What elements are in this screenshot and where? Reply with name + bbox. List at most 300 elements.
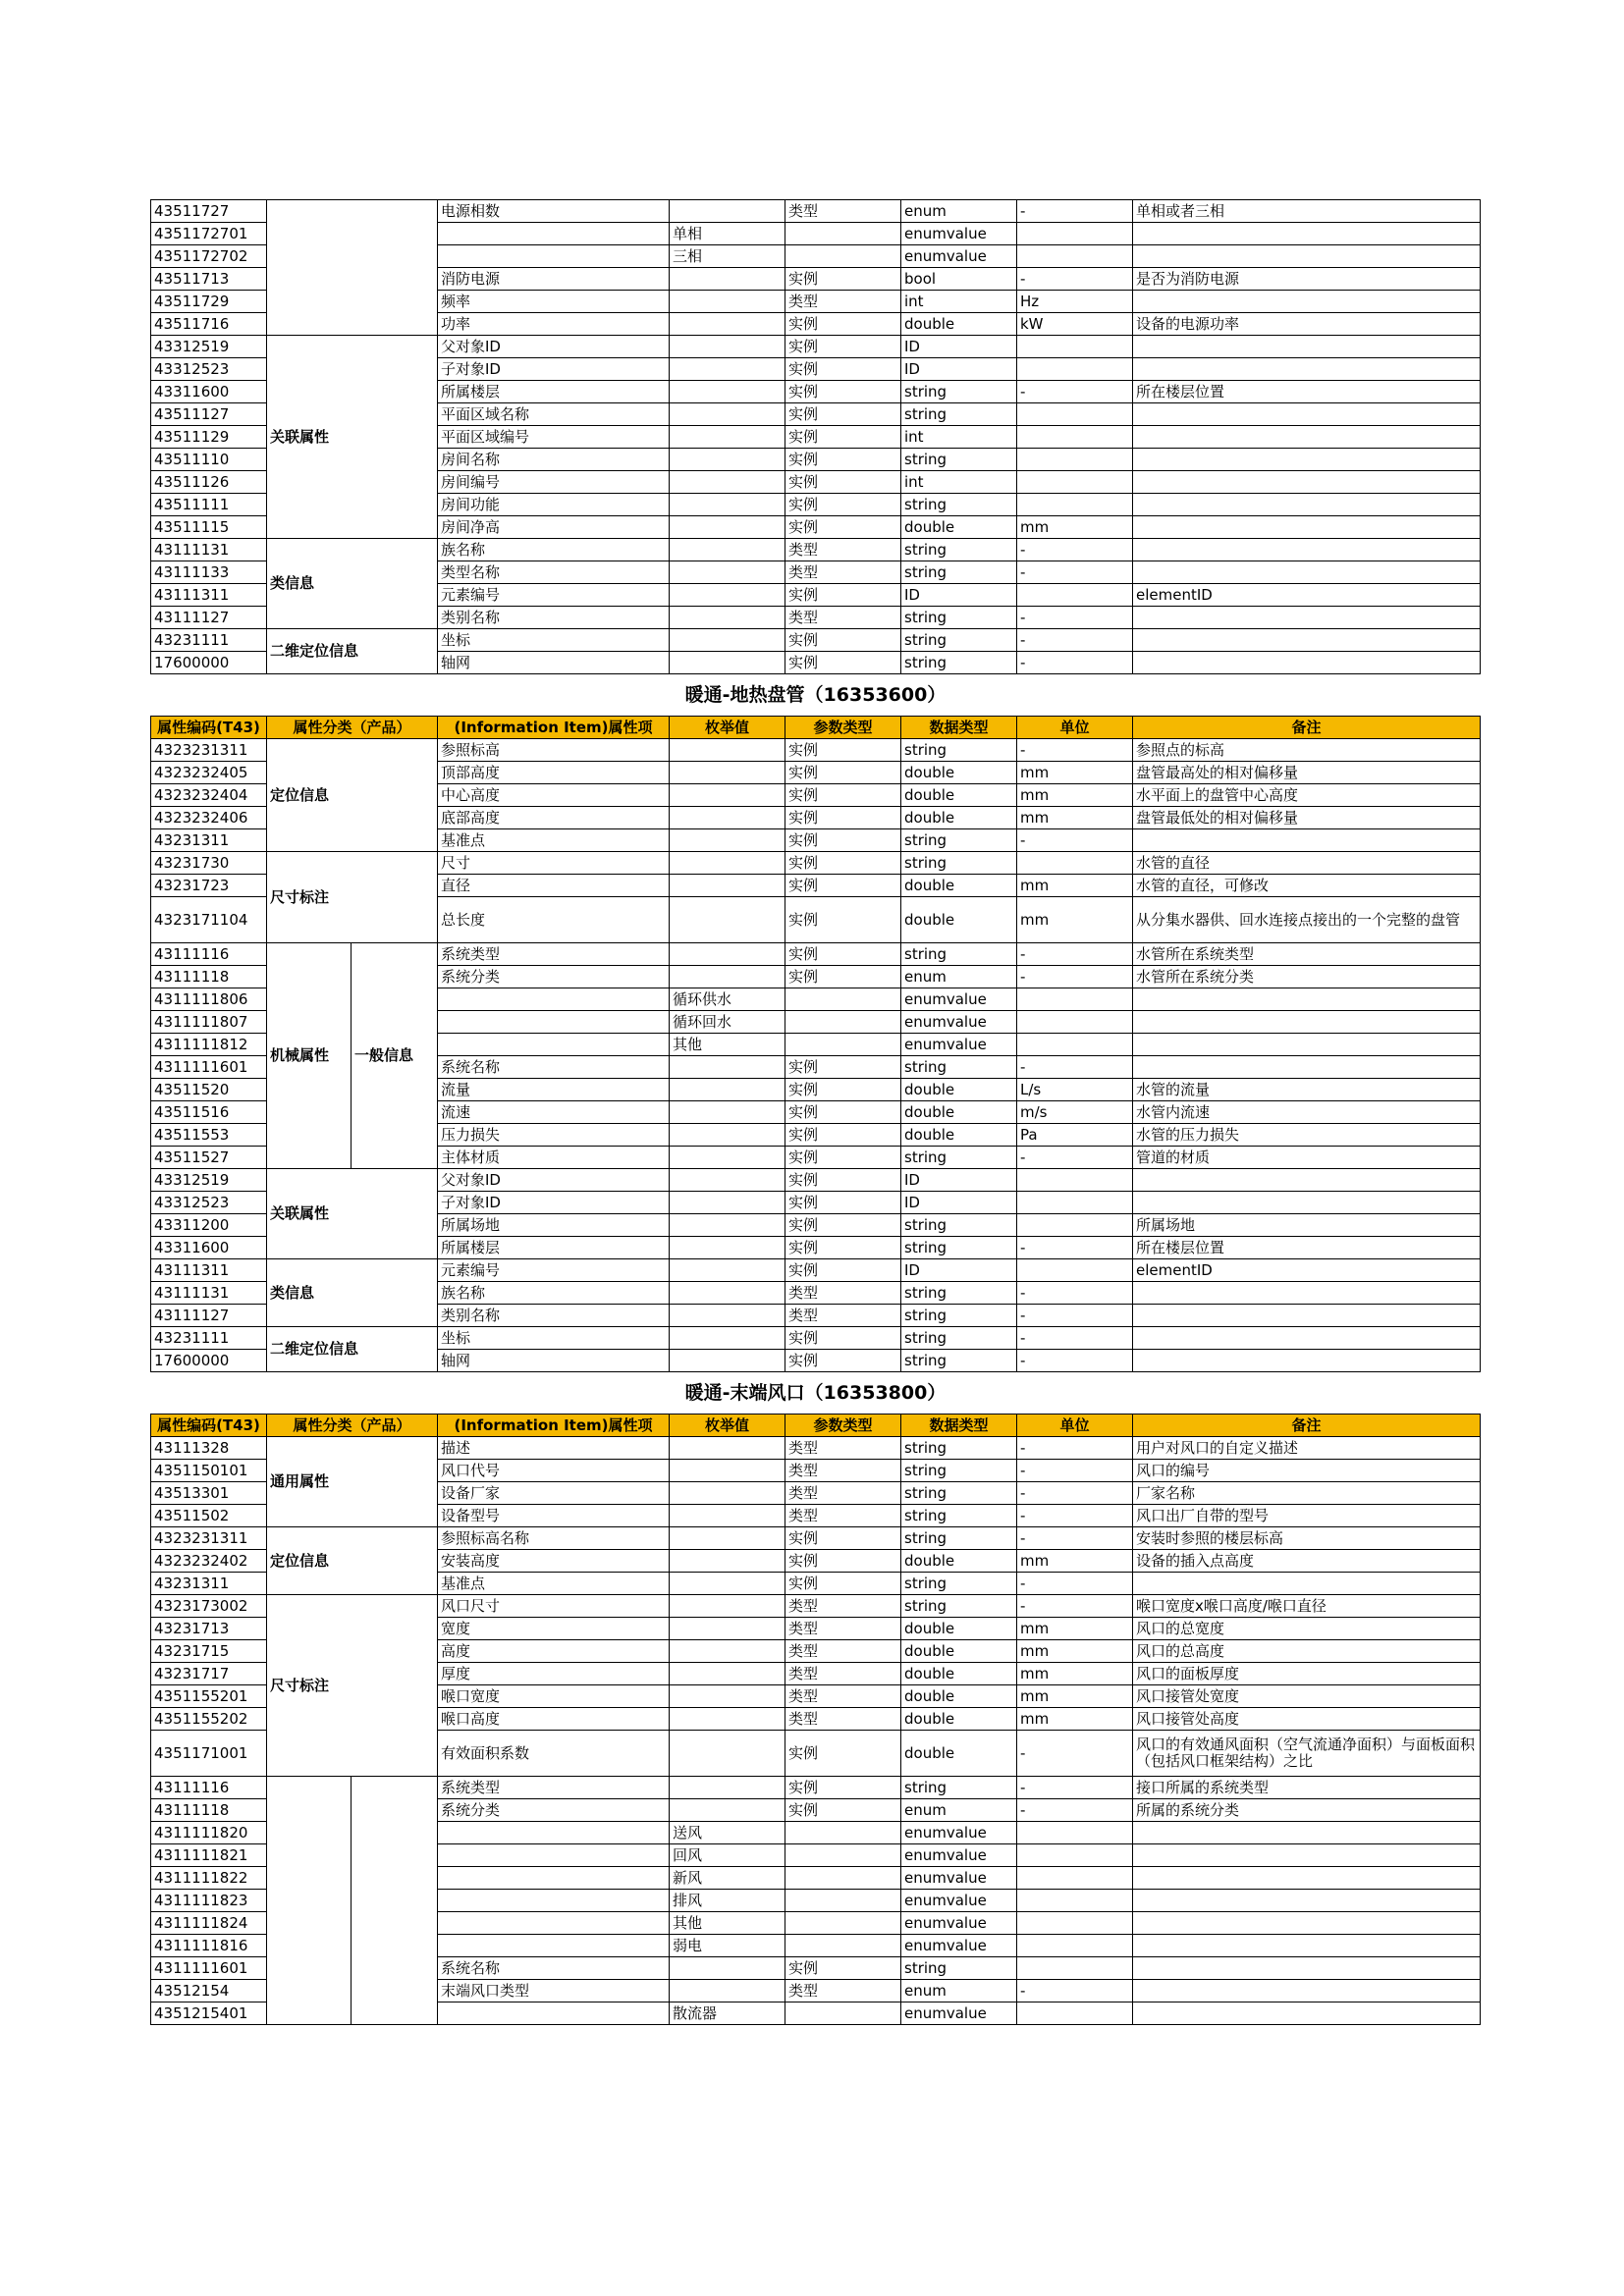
enum-value: [670, 449, 785, 471]
property-category: [267, 200, 438, 336]
param-type: [785, 245, 901, 268]
data-type: enum: [901, 200, 1017, 223]
param-type: 实例: [785, 1731, 901, 1777]
remark: [1133, 1327, 1481, 1350]
property-item: 有效面积系数: [438, 1731, 670, 1777]
property-item: 系统类型: [438, 943, 670, 966]
enum-value: [670, 762, 785, 784]
property-category: 一般信息: [352, 943, 438, 1169]
property-item: 中心高度: [438, 784, 670, 807]
param-type: 类型: [785, 1980, 901, 2002]
remark: 管道的材质: [1133, 1147, 1481, 1169]
column-header: 数据类型: [901, 1415, 1017, 1437]
unit: [1017, 223, 1133, 245]
property-code: 43511713: [151, 268, 267, 291]
column-header: 属性编码(T43): [151, 717, 267, 739]
unit: [1017, 2002, 1133, 2025]
property-category: [352, 1777, 438, 2025]
unit: Hz: [1017, 291, 1133, 313]
param-type: 实例: [785, 1079, 901, 1101]
remark: [1133, 426, 1481, 449]
property-code: 43512154: [151, 1980, 267, 2002]
enum-value: [670, 1527, 785, 1550]
property-code: 43511520: [151, 1079, 267, 1101]
param-type: 实例: [785, 629, 901, 652]
unit: mm: [1017, 762, 1133, 784]
enum-value: [670, 739, 785, 762]
table-row: [151, 200, 1481, 223]
property-category: 关联属性: [267, 1169, 438, 1259]
enum-value: [670, 1957, 785, 1980]
property-item: 厚度: [438, 1663, 670, 1685]
remark: [1133, 449, 1481, 471]
remark: [1133, 1912, 1481, 1935]
property-code: 4311111601: [151, 1957, 267, 1980]
data-type: int: [901, 426, 1017, 449]
property-item: 压力损失: [438, 1124, 670, 1147]
unit: -: [1017, 1460, 1133, 1482]
data-type: double: [901, 313, 1017, 336]
enum-value: [670, 1237, 785, 1259]
param-type: 实例: [785, 313, 901, 336]
remark: [1133, 2002, 1481, 2025]
property-item: 参照标高名称: [438, 1527, 670, 1550]
table-row: [151, 739, 1481, 762]
unit: mm: [1017, 1663, 1133, 1685]
property-code: 43231311: [151, 1573, 267, 1595]
property-item: 总长度: [438, 897, 670, 943]
property-item: 系统名称: [438, 1957, 670, 1980]
remark: [1133, 403, 1481, 426]
unit: mm: [1017, 1550, 1133, 1573]
property-item: 轴网: [438, 1350, 670, 1372]
unit: [1017, 449, 1133, 471]
remark: [1133, 358, 1481, 381]
remark: 水管的流量: [1133, 1079, 1481, 1101]
unit: -: [1017, 1350, 1133, 1372]
enum-value: [670, 1282, 785, 1305]
data-type: ID: [901, 1169, 1017, 1192]
unit: [1017, 1034, 1133, 1056]
unit: -: [1017, 1056, 1133, 1079]
remark: elementID: [1133, 1259, 1481, 1282]
data-type: string: [901, 1147, 1017, 1169]
property-code: 4351155201: [151, 1685, 267, 1708]
data-type: ID: [901, 358, 1017, 381]
property-item: 坐标: [438, 1327, 670, 1350]
data-type: double: [901, 897, 1017, 943]
unit: [1017, 1169, 1133, 1192]
property-code: 4323232402: [151, 1550, 267, 1573]
remark: [1133, 1169, 1481, 1192]
property-item: [438, 223, 670, 245]
param-type: 类型: [785, 539, 901, 561]
data-type: double: [901, 1708, 1017, 1731]
data-type: double: [901, 807, 1017, 829]
enum-value: [670, 358, 785, 381]
property-item: 系统名称: [438, 1056, 670, 1079]
unit: [1017, 1214, 1133, 1237]
table-row: [151, 1527, 1481, 1550]
property-category: 类信息: [267, 1259, 438, 1327]
param-type: 实例: [785, 1799, 901, 1822]
remark: [1133, 1957, 1481, 1980]
param-type: 实例: [785, 943, 901, 966]
property-code: 43111133: [151, 561, 267, 584]
enum-value: [670, 1101, 785, 1124]
unit: -: [1017, 629, 1133, 652]
param-type: 实例: [785, 381, 901, 403]
table-row: [151, 852, 1481, 875]
enum-value: [670, 1350, 785, 1372]
property-item: 所属场地: [438, 1214, 670, 1237]
table-row: [151, 1327, 1481, 1350]
param-type: 类型: [785, 1663, 901, 1685]
enum-value: [670, 516, 785, 539]
data-type: enumvalue: [901, 2002, 1017, 2025]
enum-value: [670, 1663, 785, 1685]
property-table: [150, 199, 1481, 2025]
enum-value: 其他: [670, 1912, 785, 1935]
remark: 水管的压力损失: [1133, 1124, 1481, 1147]
property-code: 4311111816: [151, 1935, 267, 1957]
data-type: string: [901, 539, 1017, 561]
property-code: 43511527: [151, 1147, 267, 1169]
enum-value: 回风: [670, 1844, 785, 1867]
remark: 风口的总宽度: [1133, 1618, 1481, 1640]
param-type: 实例: [785, 829, 901, 852]
property-item: 平面区域编号: [438, 426, 670, 449]
property-item: 房间功能: [438, 494, 670, 516]
property-code: 4311111821: [151, 1844, 267, 1867]
property-item: 流量: [438, 1079, 670, 1101]
param-type: [785, 1935, 901, 1957]
param-type: [785, 1844, 901, 1867]
property-item: [438, 1867, 670, 1890]
property-item: [438, 1935, 670, 1957]
property-item: 风口代号: [438, 1460, 670, 1482]
unit: -: [1017, 966, 1133, 988]
enum-value: [670, 829, 785, 852]
column-header: (Information Item)属性项: [438, 717, 670, 739]
unit: [1017, 1935, 1133, 1957]
property-code: 4351215401: [151, 2002, 267, 2025]
property-item: 房间名称: [438, 449, 670, 471]
data-type: string: [901, 1460, 1017, 1482]
unit: [1017, 1259, 1133, 1282]
property-code: 4351172702: [151, 245, 267, 268]
param-type: 类型: [785, 1305, 901, 1327]
property-item: [438, 988, 670, 1011]
column-header: 属性分类（产品）: [267, 717, 438, 739]
property-item: 基准点: [438, 1573, 670, 1595]
param-type: 实例: [785, 516, 901, 539]
property-item: [438, 2002, 670, 2025]
remark: 参照点的标高: [1133, 739, 1481, 762]
property-code: 43311600: [151, 1237, 267, 1259]
enum-value: [670, 1259, 785, 1282]
data-type: string: [901, 1214, 1017, 1237]
unit: -: [1017, 1505, 1133, 1527]
remark: elementID: [1133, 584, 1481, 607]
enum-value: [670, 1056, 785, 1079]
param-type: [785, 2002, 901, 2025]
property-item: 元素编号: [438, 1259, 670, 1282]
property-item: 宽度: [438, 1618, 670, 1640]
property-code: 43511110: [151, 449, 267, 471]
unit: mm: [1017, 516, 1133, 539]
data-type: ID: [901, 336, 1017, 358]
data-type: string: [901, 381, 1017, 403]
property-item: [438, 1912, 670, 1935]
property-item: 风口尺寸: [438, 1595, 670, 1618]
param-type: 实例: [785, 1169, 901, 1192]
property-sheet: [150, 199, 1480, 2025]
property-item: 轴网: [438, 652, 670, 674]
property-code: 4323231311: [151, 1527, 267, 1550]
property-category: [267, 1777, 352, 2025]
remark: [1133, 1867, 1481, 1890]
column-header: (Information Item)属性项: [438, 1415, 670, 1437]
property-item: 设备厂家: [438, 1482, 670, 1505]
enum-value: [670, 561, 785, 584]
property-code: 43312519: [151, 336, 267, 358]
enum-value: [670, 313, 785, 336]
unit: [1017, 1912, 1133, 1935]
data-type: string: [901, 1237, 1017, 1259]
enum-value: [670, 471, 785, 494]
table-row: [151, 1777, 1481, 1799]
property-item: 系统类型: [438, 1777, 670, 1799]
remark: 风口的编号: [1133, 1460, 1481, 1482]
param-type: [785, 1011, 901, 1034]
data-type: enumvalue: [901, 245, 1017, 268]
property-item: 喉口宽度: [438, 1685, 670, 1708]
data-type: enumvalue: [901, 1844, 1017, 1867]
data-type: double: [901, 516, 1017, 539]
data-type: enum: [901, 1799, 1017, 1822]
property-code: 43111328: [151, 1437, 267, 1460]
param-type: 实例: [785, 784, 901, 807]
table-row: [151, 1437, 1481, 1460]
property-item: 族名称: [438, 1282, 670, 1305]
property-category: 定位信息: [267, 1527, 438, 1595]
param-type: 实例: [785, 1527, 901, 1550]
param-type: 实例: [785, 897, 901, 943]
enum-value: [670, 200, 785, 223]
param-type: 实例: [785, 268, 901, 291]
unit: [1017, 1844, 1133, 1867]
enum-value: [670, 1214, 785, 1237]
property-code: 43231715: [151, 1640, 267, 1663]
property-category: 类信息: [267, 539, 438, 629]
property-code: 43111116: [151, 1777, 267, 1799]
unit: [1017, 1957, 1133, 1980]
param-type: 类型: [785, 1640, 901, 1663]
enum-value: [670, 1305, 785, 1327]
data-type: string: [901, 852, 1017, 875]
property-code: 43511502: [151, 1505, 267, 1527]
data-type: double: [901, 875, 1017, 897]
unit: [1017, 988, 1133, 1011]
property-code: 43312523: [151, 1192, 267, 1214]
unit: -: [1017, 1527, 1133, 1550]
property-item: 平面区域名称: [438, 403, 670, 426]
param-type: 实例: [785, 358, 901, 381]
property-item: 所属楼层: [438, 1237, 670, 1259]
param-type: 实例: [785, 403, 901, 426]
remark: 水管的直径，可修改: [1133, 875, 1481, 897]
unit: -: [1017, 1482, 1133, 1505]
enum-value: [670, 1169, 785, 1192]
data-type: string: [901, 494, 1017, 516]
unit: mm: [1017, 807, 1133, 829]
property-item: 坐标: [438, 629, 670, 652]
unit: -: [1017, 1595, 1133, 1618]
remark: [1133, 539, 1481, 561]
enum-value: [670, 1437, 785, 1460]
unit: -: [1017, 539, 1133, 561]
data-type: string: [901, 403, 1017, 426]
unit: -: [1017, 652, 1133, 674]
property-code: 43111118: [151, 966, 267, 988]
data-type: string: [901, 652, 1017, 674]
remark: 风口的总高度: [1133, 1640, 1481, 1663]
data-type: string: [901, 1282, 1017, 1305]
data-type: string: [901, 1056, 1017, 1079]
column-header: 属性分类（产品）: [267, 1415, 438, 1437]
param-type: 实例: [785, 739, 901, 762]
data-type: enumvalue: [901, 1890, 1017, 1912]
property-code: 4323231311: [151, 739, 267, 762]
property-code: 43311600: [151, 381, 267, 403]
remark: 厂家名称: [1133, 1482, 1481, 1505]
property-item: 类别名称: [438, 1305, 670, 1327]
enum-value: [670, 1731, 785, 1777]
param-type: 实例: [785, 1777, 901, 1799]
unit: -: [1017, 1282, 1133, 1305]
remark: 风口的有效通风面积（空气流通净面积）与面板面积（包括风口框架结构）之比: [1133, 1731, 1481, 1777]
section-title-row: [151, 674, 1481, 717]
param-type: 实例: [785, 1192, 901, 1214]
data-type: enumvalue: [901, 1034, 1017, 1056]
property-item: 直径: [438, 875, 670, 897]
unit: -: [1017, 829, 1133, 852]
column-header: 参数类型: [785, 1415, 901, 1437]
remark: [1133, 988, 1481, 1011]
unit: -: [1017, 1799, 1133, 1822]
data-type: double: [901, 784, 1017, 807]
remark: 设备的插入点高度: [1133, 1550, 1481, 1573]
property-category: 尺寸标注: [267, 1595, 438, 1777]
remark: 风口接管处高度: [1133, 1708, 1481, 1731]
property-category: 机械属性: [267, 943, 352, 1169]
remark: [1133, 516, 1481, 539]
remark: [1133, 223, 1481, 245]
enum-value: [670, 1573, 785, 1595]
unit: -: [1017, 943, 1133, 966]
remark: 接口所属的系统类型: [1133, 1777, 1481, 1799]
unit: [1017, 584, 1133, 607]
property-item: 类型名称: [438, 561, 670, 584]
enum-value: [670, 1460, 785, 1482]
enum-value: [670, 336, 785, 358]
enum-value: [670, 852, 785, 875]
property-code: 43111118: [151, 1799, 267, 1822]
unit: -: [1017, 607, 1133, 629]
unit: L/s: [1017, 1079, 1133, 1101]
unit: -: [1017, 1980, 1133, 2002]
remark: 安装时参照的楼层标高: [1133, 1527, 1481, 1550]
data-type: string: [901, 607, 1017, 629]
table-row: [151, 943, 1481, 966]
param-type: 类型: [785, 1482, 901, 1505]
enum-value: 循环回水: [670, 1011, 785, 1034]
data-type: int: [901, 471, 1017, 494]
property-code: 17600000: [151, 1350, 267, 1372]
remark: 水管所在系统分类: [1133, 966, 1481, 988]
enum-value: [670, 607, 785, 629]
table-row: [151, 1169, 1481, 1192]
param-type: 实例: [785, 1147, 901, 1169]
data-type: enumvalue: [901, 223, 1017, 245]
property-code: 43111311: [151, 584, 267, 607]
remark: 风口的面板厚度: [1133, 1663, 1481, 1685]
column-header: 参数类型: [785, 717, 901, 739]
remark: [1133, 1056, 1481, 1079]
property-item: 流速: [438, 1101, 670, 1124]
enum-value: 循环供水: [670, 988, 785, 1011]
param-type: 类型: [785, 1505, 901, 1527]
unit: -: [1017, 381, 1133, 403]
unit: m/s: [1017, 1101, 1133, 1124]
param-type: 实例: [785, 494, 901, 516]
unit: -: [1017, 200, 1133, 223]
unit: [1017, 336, 1133, 358]
param-type: 类型: [785, 561, 901, 584]
enum-value: [670, 1327, 785, 1350]
enum-value: [670, 897, 785, 943]
property-code: 43511516: [151, 1101, 267, 1124]
property-code: 4351150101: [151, 1460, 267, 1482]
enum-value: [670, 652, 785, 674]
unit: -: [1017, 1305, 1133, 1327]
property-code: 43311200: [151, 1214, 267, 1237]
param-type: 实例: [785, 1957, 901, 1980]
property-code: 43511716: [151, 313, 267, 336]
remark: 从分集水器供、回水连接点接出的一个完整的盘管: [1133, 897, 1481, 943]
param-type: 类型: [785, 607, 901, 629]
remark: [1133, 561, 1481, 584]
remark: [1133, 1192, 1481, 1214]
property-item: 频率: [438, 291, 670, 313]
enum-value: [670, 1685, 785, 1708]
param-type: 类型: [785, 200, 901, 223]
section-title: 暖通-地热盘管（16353600）: [684, 684, 947, 706]
property-code: 4323232404: [151, 784, 267, 807]
property-code: 43312523: [151, 358, 267, 381]
data-type: string: [901, 829, 1017, 852]
remark: [1133, 1282, 1481, 1305]
property-code: 43511115: [151, 516, 267, 539]
remark: 所属的系统分类: [1133, 1799, 1481, 1822]
remark: [1133, 1011, 1481, 1034]
remark: 风口接管处宽度: [1133, 1685, 1481, 1708]
param-type: 实例: [785, 875, 901, 897]
property-code: 43111127: [151, 1305, 267, 1327]
remark: 喉口宽度x喉口高度/喉口直径: [1133, 1595, 1481, 1618]
enum-value: [670, 381, 785, 403]
